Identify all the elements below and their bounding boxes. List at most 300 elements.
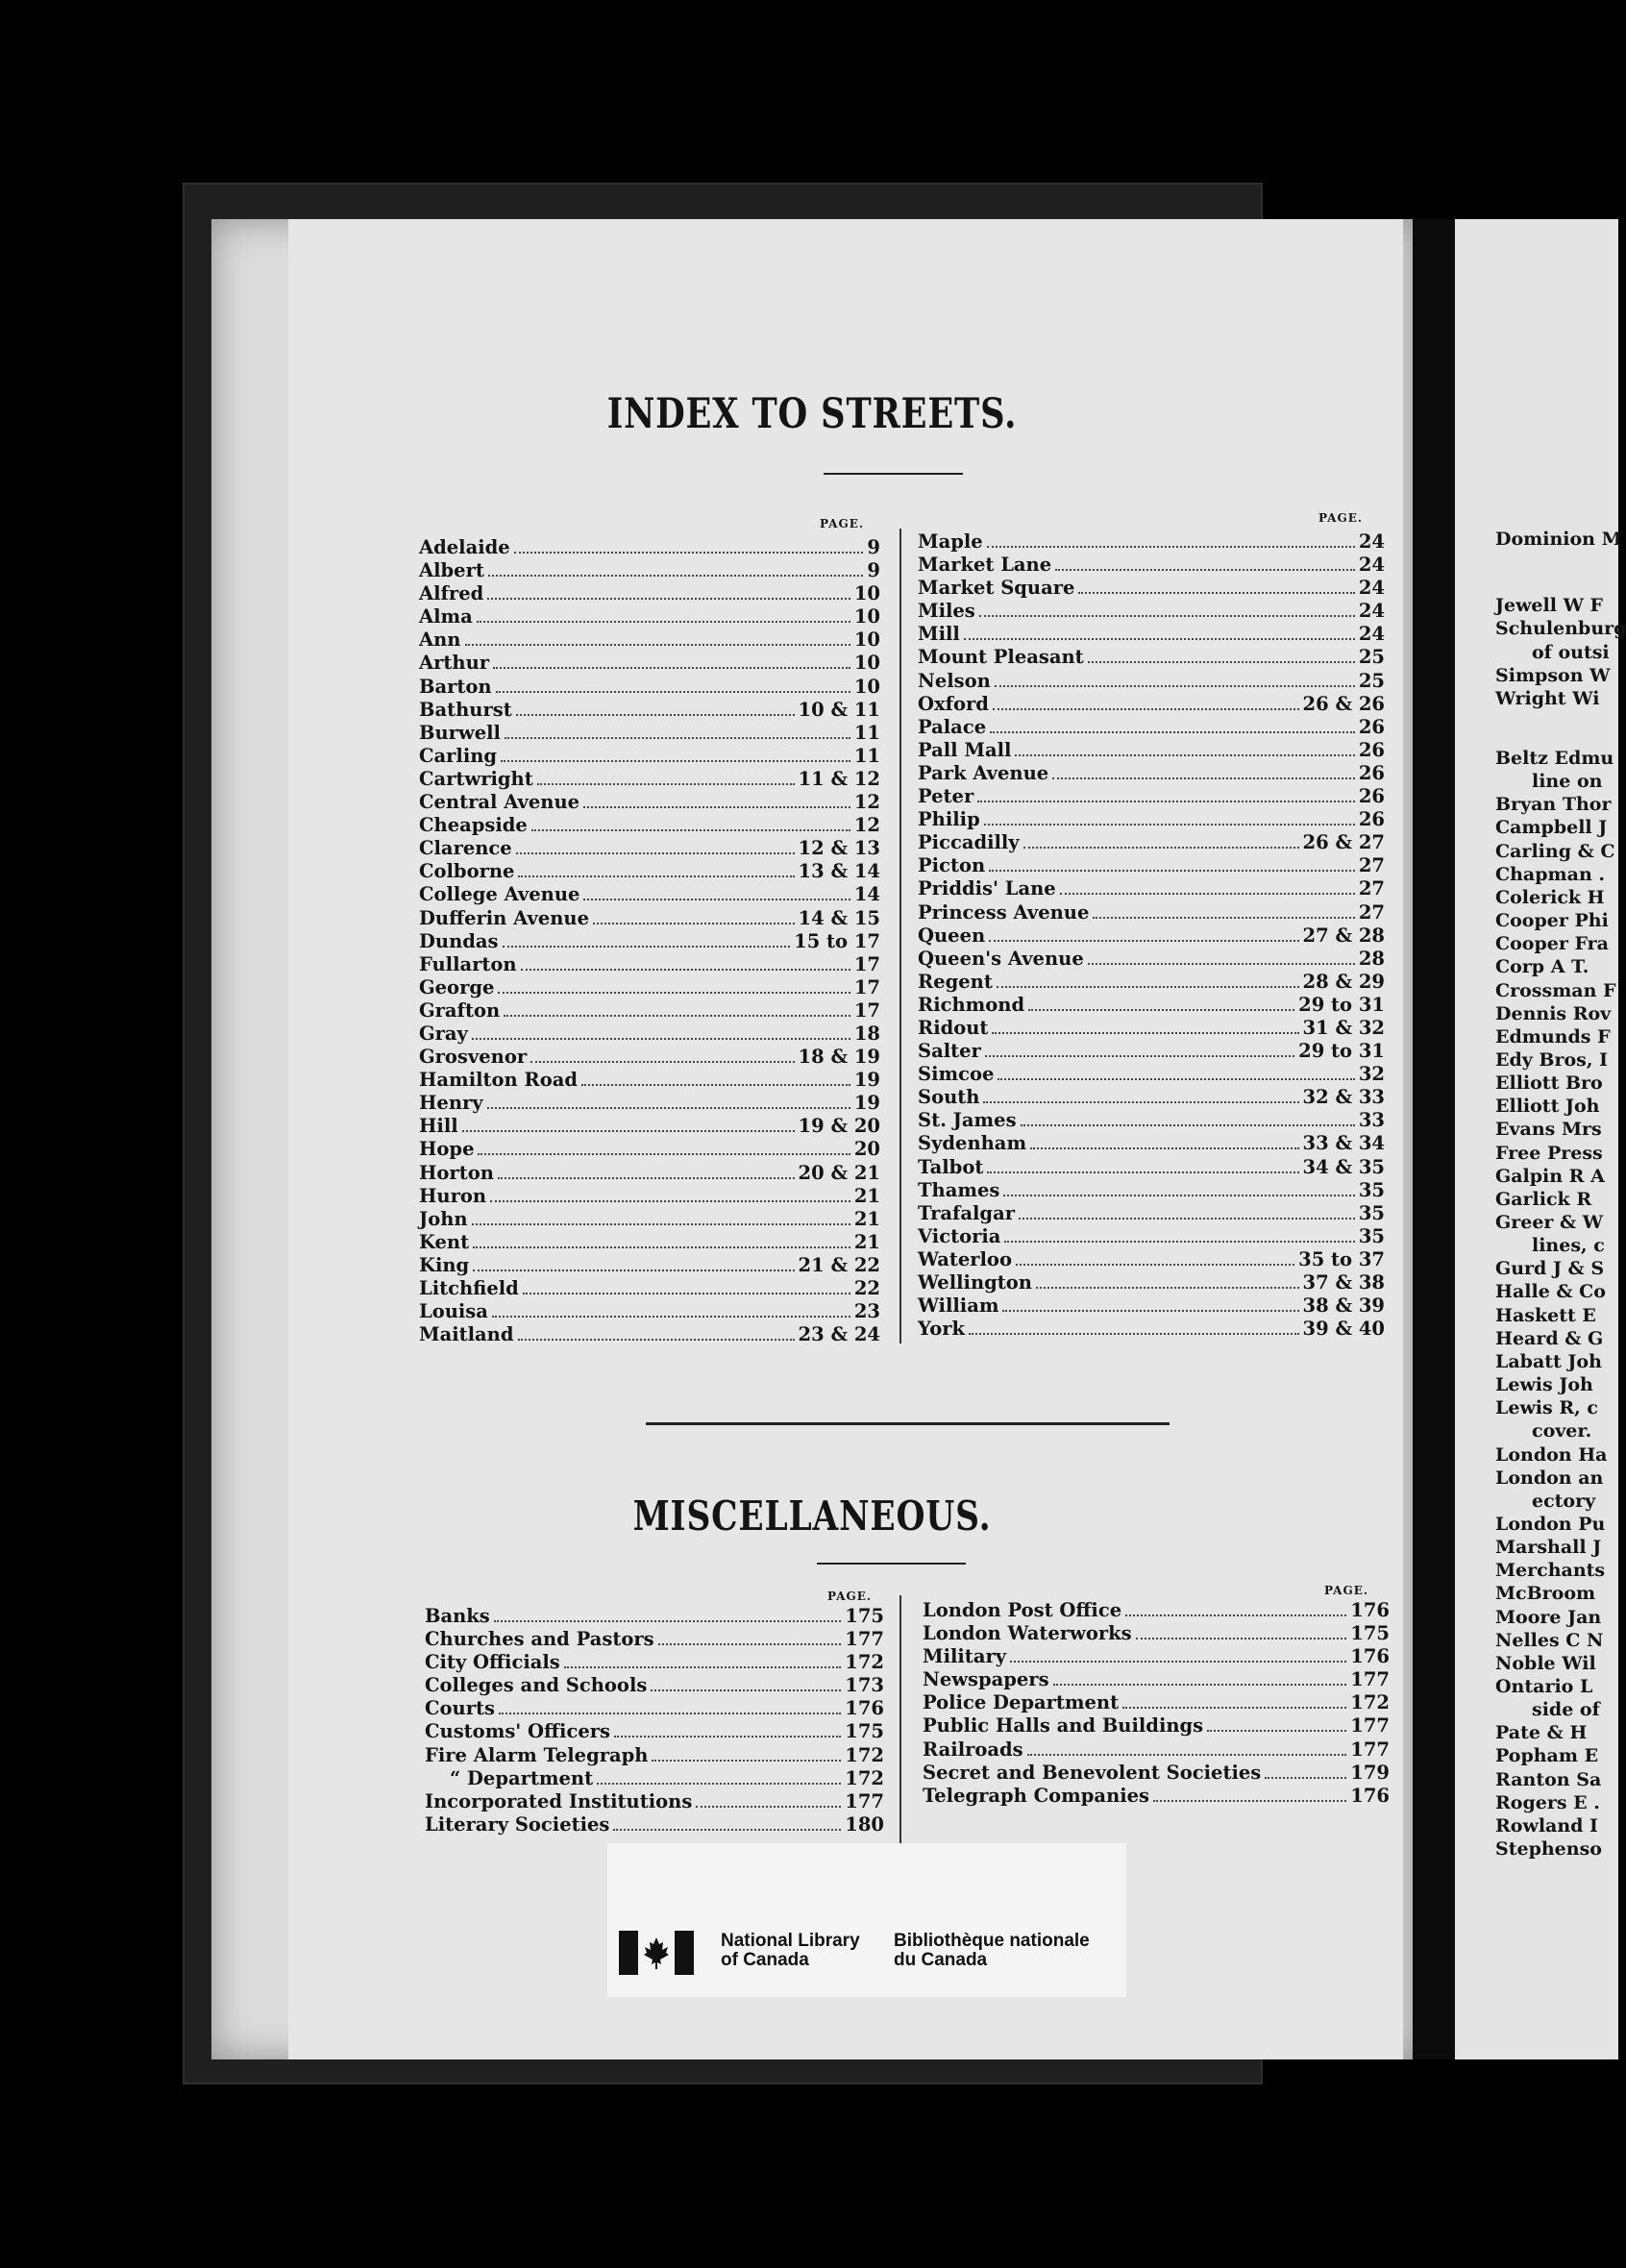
adjacent-page-line: Stephenso [1495,1838,1602,1861]
adjacent-page-line: Gurd J & S [1495,1258,1605,1280]
entry-page-number: 11 & 12 [798,767,880,790]
entry-name: Central Avenue [419,791,580,814]
misc-left-page-header: PAGE. [827,1590,873,1603]
library-stamp [607,1843,1126,1997]
entry-page-number: 14 & 15 [798,906,880,929]
adjacent-page-line: Galpin R A [1495,1165,1605,1187]
entry-name: Fire Alarm Telegraph [425,1743,649,1766]
entry-name: John [419,1207,468,1230]
entry-name: York [918,1318,966,1341]
adjacent-page-line: Bryan Thor [1495,794,1612,816]
entry-name: Public Halls and Buildings [923,1714,1204,1738]
entry-page-number: 35 to 37 [1298,1247,1385,1270]
adjacent-page-line: cover. [1532,1420,1592,1442]
index-entry [923,1645,1390,1668]
adjacent-page-line: Merchants [1495,1560,1606,1582]
entry-name: Telegraph Companies [923,1784,1150,1807]
leader-dots [1027,1754,1347,1756]
entry-page-number: 26 [1358,715,1385,738]
entry-name: Ridout [918,1016,989,1039]
index-entry [419,1323,880,1346]
index-entry [425,1790,884,1813]
adjacent-page-line: Carling & C [1495,840,1615,862]
entry-page-number: 176 [845,1697,884,1720]
index-entry [419,676,880,699]
entry-page-number: 21 [853,1207,880,1230]
index-entry [918,785,1385,808]
entry-page-number: 28 [1358,947,1385,970]
entry-name: Priddis' Lane [918,877,1056,900]
entry-name: South [918,1086,980,1109]
entry-name: Victoria [918,1224,1001,1247]
leader-dots [613,1829,841,1831]
adjacent-page-line: Colerick H [1495,886,1605,908]
misc-heading-rule [817,1563,966,1565]
leader-dots [1093,917,1354,919]
index-page [211,219,1413,2059]
index-entry [419,1277,880,1300]
entry-page-number: 177 [1350,1738,1390,1761]
entry-page-number: 22 [853,1277,880,1299]
index-entry [918,901,1385,924]
entry-page-number: 172 [845,1743,884,1766]
entry-name: Salter [918,1040,981,1063]
misc-column-divider [899,1595,901,1843]
index-entry [419,860,880,883]
index-entry [923,1738,1390,1762]
adjacent-page-line: Corp A T. [1495,956,1589,978]
entry-name: Churches and Pastors [425,1628,654,1651]
entry-page-number: 177 [845,1628,884,1651]
index-entry [419,883,880,906]
index-entry [419,1115,880,1138]
entry-page-number: 173 [845,1674,884,1697]
index-entry [419,1231,880,1254]
leader-dots [1055,569,1355,571]
entry-page-number: 19 [853,1092,880,1115]
leader-dots [1053,1684,1347,1686]
entry-name: City Officials [425,1651,560,1674]
entry-page-number: 21 & 22 [798,1253,880,1276]
entry-page-number: 24 [1358,623,1385,646]
entry-page-number: 177 [845,1789,884,1812]
entry-name: Kent [419,1230,470,1253]
leader-dots [518,875,794,877]
adjacent-page-line: Noble Wil [1495,1652,1596,1674]
entry-page-number: 26 [1358,808,1385,831]
entry-name: London Post Office [923,1599,1122,1621]
index-entry [918,877,1385,900]
entry-name: Customs' Officers [425,1720,610,1743]
leader-dots [989,870,1355,872]
entry-name: Market Square [918,577,1075,600]
leader-dots [977,801,1355,802]
entry-page-number: 31 & 32 [1302,1016,1385,1039]
entry-page-number: 12 [853,814,880,837]
entry-page-number: 176 [1350,1784,1390,1807]
entry-name: St. James [918,1109,1017,1132]
entry-page-number: 25 [1358,646,1385,669]
entry-name: Philip [918,808,980,831]
entry-name: Miles [918,600,975,623]
index-entry [419,745,880,768]
entry-name: Maitland [419,1323,514,1346]
entry-name: Wellington [918,1271,1032,1294]
entry-page-number: 10 [853,652,880,675]
library-name-english [721,1932,860,1970]
entry-name: Colborne [419,860,515,883]
index-entry [923,1785,1390,1808]
leader-dots [473,1270,794,1271]
entry-page-number: 39 & 40 [1302,1318,1385,1341]
leader-dots [658,1643,842,1645]
index-entry [419,1023,880,1046]
entry-name: Dufferin Avenue [419,906,589,929]
index-entry [425,1628,884,1651]
entry-page-number: 172 [845,1651,884,1674]
leader-dots [969,1333,1299,1335]
adjacent-page-line: Heard & G [1495,1327,1604,1349]
leader-dots [583,899,850,900]
index-entry [419,605,880,629]
entry-name: William [918,1294,999,1318]
streets-right-page-header: PAGE. [1318,511,1364,525]
leader-dots [987,546,1355,548]
entry-page-number: 15 to 17 [794,929,880,952]
entry-name: London Waterworks [923,1622,1132,1645]
leader-dots [593,923,795,924]
entry-name: Litchfield [419,1277,519,1299]
library-english-line-1: National Library [721,1931,860,1951]
entry-page-number: 19 [853,1069,880,1092]
index-entry [923,1668,1390,1691]
entry-name: Louisa [419,1300,488,1323]
entry-page-number: 21 [853,1230,880,1253]
entry-name: Queen [918,924,986,947]
leader-dots [1016,1264,1294,1266]
entry-page-number: 23 [853,1300,880,1323]
entry-page-number: 23 & 24 [798,1323,880,1346]
index-entry [419,907,880,930]
adjacent-page-line: Haskett E [1495,1304,1596,1326]
leader-dots [505,737,850,739]
adjacent-page-line: London Pu [1495,1513,1606,1535]
adjacent-page-line: lines, c [1532,1235,1605,1257]
entry-name: Grosvenor [419,1046,528,1069]
entry-page-number: 179 [1350,1761,1390,1784]
leader-dots [581,1084,850,1086]
index-entry [923,1622,1390,1645]
leader-dots [1052,777,1355,779]
index-entry [918,1156,1385,1179]
entry-name: Alfred [419,582,484,605]
leader-dots [1028,1009,1294,1011]
index-entry [918,1294,1385,1318]
leader-dots [1207,1730,1346,1732]
library-french-line-2: du Canada [894,1950,988,1970]
leader-dots [503,946,791,948]
entry-name: Newspapers [923,1668,1049,1691]
entry-name: Barton [419,675,492,698]
entry-name: Railroads [923,1738,1023,1761]
entry-name: Regent [918,970,993,993]
library-name-french [894,1932,1090,1970]
leader-dots [997,986,1299,988]
entry-name: Hamilton Road [419,1069,578,1092]
leader-dots [1002,1310,1298,1312]
adjacent-page-line: Chapman . [1495,863,1605,885]
leader-dots [1021,1124,1355,1126]
entry-name: Burwell [419,721,501,744]
leader-dots [995,685,1355,687]
adjacent-page-fragment [1455,219,1626,2059]
entry-page-number: 38 & 39 [1302,1294,1385,1318]
entry-name: Alma [419,605,473,629]
entry-name: Military [923,1645,1007,1668]
entry-page-number: 176 [1350,1645,1390,1668]
index-entry [419,699,880,722]
index-entry [918,623,1385,646]
adjacent-page-line: Popham E [1495,1745,1599,1767]
entry-page-number: 10 & 11 [798,698,880,721]
entry-name: Mill [918,623,960,646]
index-entry [419,1046,880,1069]
leader-dots [531,829,850,831]
entry-name: College Avenue [419,883,580,906]
adjacent-page-line: Free Press [1495,1142,1603,1164]
entry-page-number: 180 [845,1812,884,1836]
entry-name: Fullarton [419,952,517,975]
entry-name: Queen's Avenue [918,947,1084,970]
adjacent-page-line: Pate & H [1495,1722,1588,1744]
entry-page-number: 17 [853,998,880,1022]
entry-name: Talbot [918,1155,984,1178]
adjacent-page-line: Ontario L [1495,1676,1593,1697]
entry-name: Gray [419,1022,468,1045]
entry-page-number: 172 [1350,1691,1390,1714]
leader-dots [964,638,1355,640]
leader-dots [998,1078,1354,1080]
index-entry [425,1697,884,1720]
index-entry [918,1086,1385,1109]
index-entry [419,722,880,745]
adjacent-page-line: Elliott Bro [1495,1072,1603,1095]
leader-dots [1010,1661,1346,1663]
entry-page-number: 20 [853,1138,880,1161]
index-entry [419,1300,880,1323]
adjacent-page-line: Wright Wi [1495,688,1600,710]
index-entry [419,976,880,999]
entry-page-number: 10 [853,675,880,698]
index-entry [918,693,1385,716]
index-entry [419,999,880,1023]
index-entry [918,854,1385,877]
entry-page-number: 26 [1358,738,1385,761]
index-entry [918,971,1385,994]
index-entry [918,994,1385,1017]
adjacent-page-line: Nelles C N [1495,1629,1604,1651]
leader-dots [1265,1777,1346,1779]
index-entry [918,1271,1385,1294]
entry-page-number: 177 [1350,1668,1390,1691]
leader-dots [501,760,850,762]
entry-page-number: 26 & 26 [1302,692,1385,715]
index-entry [419,1254,880,1277]
leader-dots [473,1246,850,1248]
leader-dots [1015,754,1354,756]
leader-dots [1088,661,1355,663]
index-entry [419,1185,880,1208]
index-entry [419,814,880,837]
index-entry [419,1069,880,1092]
index-entry [419,652,880,675]
index-entry [419,1138,880,1161]
index-entry [918,577,1385,600]
entry-page-number: 14 [853,883,880,906]
adjacent-page-line: Cooper Fra [1495,933,1609,955]
adjacent-page-line: Rowland I [1495,1814,1598,1837]
entry-name: Clarence [419,837,512,860]
leader-dots [516,852,795,854]
index-entry [918,831,1385,854]
entry-name: Grafton [419,998,501,1022]
streets-column-divider [899,529,901,1344]
leader-dots [478,1153,850,1155]
adjacent-page-line: London Ha [1495,1443,1608,1466]
adjacent-page-line: of outsi [1532,641,1610,663]
leader-dots [521,969,850,971]
entry-name: Maple [918,530,983,553]
entry-name: Hope [419,1138,475,1161]
entry-page-number: 10 [853,582,880,605]
entry-name: Courts [425,1697,495,1720]
index-entry [918,1248,1385,1271]
leader-dots [651,1689,841,1691]
index-entry [923,1714,1390,1738]
leader-dots [979,615,1355,617]
leader-dots [993,708,1299,710]
entry-page-number: 20 & 21 [798,1161,880,1184]
index-entry [419,582,880,605]
leader-dots [1136,1638,1347,1639]
entry-name: Horton [419,1161,494,1184]
entry-page-number: 25 [1358,669,1385,692]
leader-dots [990,731,1355,733]
adjacent-page-line: Moore Jan [1495,1606,1602,1628]
entry-name: Albert [419,559,484,582]
entry-name: Colleges and Schools [425,1674,648,1697]
leader-dots [1078,592,1354,594]
entry-name: George [419,975,495,998]
entry-page-number: 32 [1358,1063,1385,1086]
leader-dots [1088,963,1355,965]
entry-page-number: 9 [867,559,880,582]
index-entry [425,1744,884,1767]
leader-dots [492,1316,850,1318]
index-entry [918,1225,1385,1248]
index-entry [425,1651,884,1674]
index-entry [419,1162,880,1185]
entry-page-number: 176 [1350,1599,1390,1621]
entry-page-number: 29 to 31 [1298,993,1385,1016]
entry-page-number: 27 [1358,854,1385,877]
index-entry [419,837,880,860]
index-entry [425,1813,884,1837]
index-entry [419,1092,880,1115]
index-entry [419,953,880,976]
entry-name: Adelaide [419,536,510,558]
entry-name: Peter [918,785,974,808]
entry-page-number: 33 & 34 [1302,1132,1385,1155]
entry-page-number: 18 & 19 [798,1046,880,1069]
index-entry [419,536,880,559]
leader-dots [494,1620,841,1622]
canada-flag-icon [619,1931,694,1975]
entry-page-number: 18 [853,1022,880,1045]
index-entry [918,670,1385,693]
adjacent-page-line: Beltz Edmu [1495,748,1614,769]
leader-dots [652,1760,841,1762]
entry-name: Cartwright [419,767,533,790]
index-entry [918,554,1385,577]
misc-right-column [923,1599,1390,1808]
library-french-line-1: Bibliothèque nationale [894,1931,1090,1951]
entry-name: Waterloo [918,1247,1012,1270]
streets-left-page-header: PAGE. [820,517,865,530]
entry-name: Simcoe [918,1063,995,1086]
entry-name: Sydenham [918,1132,1027,1155]
leader-dots [504,1015,850,1017]
entry-name: Picton [918,854,986,877]
leader-dots [518,1339,795,1341]
entry-page-number: 26 [1358,761,1385,784]
entry-page-number: 32 & 33 [1302,1086,1385,1109]
leader-dots [1023,847,1299,849]
index-entry [918,600,1385,623]
entry-page-number: 35 [1358,1201,1385,1224]
leader-dots [496,691,850,693]
entry-page-number: 17 [853,952,880,975]
index-entry [419,768,880,791]
entry-page-number: 175 [845,1720,884,1743]
leader-dots [984,824,1355,826]
misc-left-column [425,1605,884,1837]
entry-page-number: 13 & 14 [798,860,880,883]
index-entry [918,808,1385,831]
entry-name: Thames [918,1178,1000,1201]
entry-page-number: 37 & 38 [1302,1271,1385,1294]
index-entry [918,739,1385,762]
leader-dots [1036,1287,1299,1289]
leader-dots [564,1666,842,1668]
leader-dots [477,621,850,623]
entry-page-number: 177 [1350,1714,1390,1738]
section-divider-rule [646,1422,1170,1425]
entry-page-number: 34 & 35 [1302,1155,1385,1178]
leader-dots [597,1783,841,1785]
entry-name: Nelson [918,669,991,692]
entry-page-number: 10 [853,629,880,652]
leader-dots [516,714,795,716]
library-english-line-2: of Canada [721,1950,809,1970]
adjacent-page-line: Crossman F [1495,979,1616,1001]
entry-page-number: 27 [1358,900,1385,924]
index-entry [918,1109,1385,1132]
adjacent-page-line: Ranton Sa [1495,1768,1602,1790]
index-entry [425,1605,884,1628]
adjacent-page-line: Greer & W [1495,1212,1604,1233]
leader-dots [472,1223,850,1225]
